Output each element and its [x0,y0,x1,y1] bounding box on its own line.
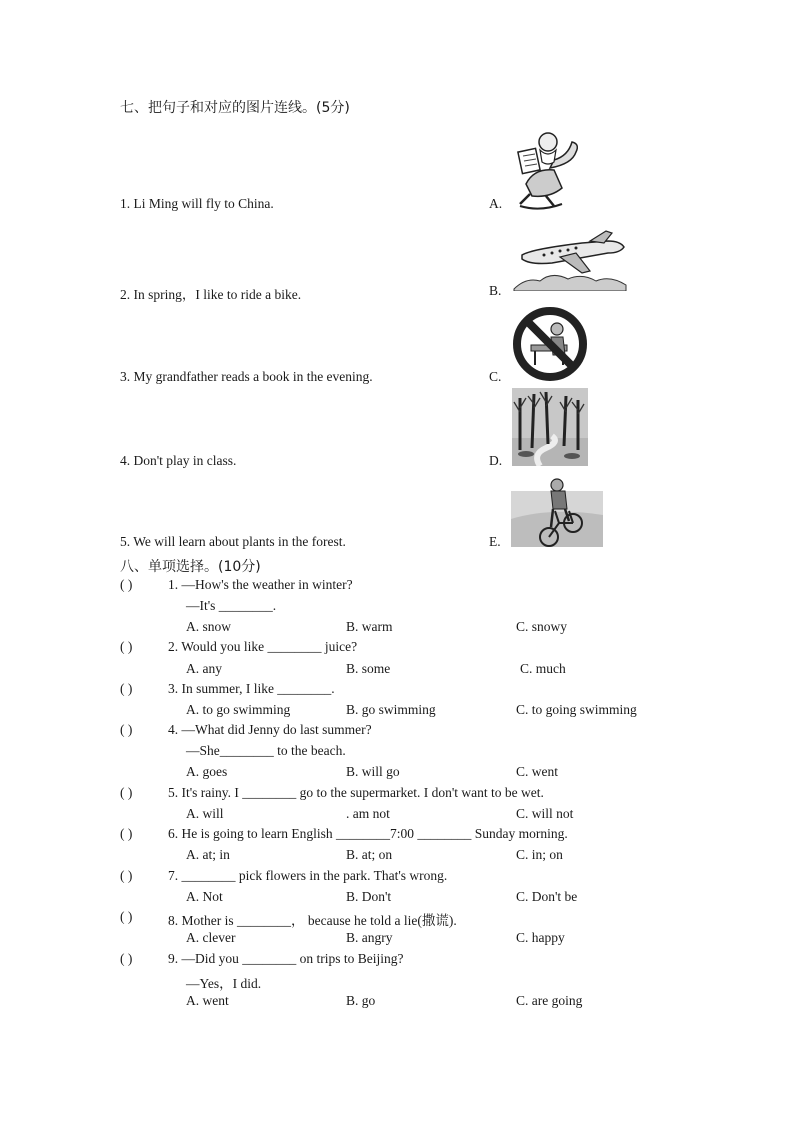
grandfather-reading-icon [510,128,585,210]
question-9-option-b: B. go [346,993,376,1008]
question-2-option-b: B. some [346,661,391,676]
forest-icon [512,388,588,466]
question-1-text: 1. —How's the weather in winter? [168,577,353,592]
question-5-text: 5. It's rainy. I ________ go to the supermarket. I don't want to be wet. [168,785,544,800]
match-sentence-5: 5. We will learn about plants in the forest. [120,534,346,549]
match-sentence-3: 3. My grandfather reads a book in the evening. [120,369,373,384]
question-6-option-b: B. at; on [346,847,393,862]
section-7-heading: 七、把句子和对应的图片连线。(5分) [120,100,350,116]
question-8-text: 8. Mother is ________， because he told a lie(撒谎). [168,913,457,928]
question-4-text: 4. —What did Jenny do last summer? [168,722,372,737]
answer-blank-7[interactable]: ( ) [120,868,133,883]
question-1-option-c: C. snowy [516,619,568,634]
answer-blank-2[interactable]: ( ) [120,639,133,654]
answer-blank-1[interactable]: ( ) [120,577,133,592]
question-1-option-a: A. snow [186,619,232,634]
answer-blank-8[interactable]: ( ) [120,909,133,924]
answer-blank-4[interactable]: ( ) [120,722,133,737]
answer-blank-3[interactable]: ( ) [120,681,133,696]
match-sentence-2: 2. In spring，I like to ride a bike. [120,287,302,302]
section-8-heading: 八、单项选择。(10分) [120,559,261,575]
answer-blank-9[interactable]: ( ) [120,951,133,966]
question-1-line2: —It's ________. [186,598,277,613]
question-7-option-a: A. Not [186,889,223,904]
question-5-option-a: A. will [186,806,224,821]
question-7-option-b: B. Don't [346,889,392,904]
question-9-option-a: A. went [186,993,229,1008]
match-sentence-4: 4. Don't play in class. [120,453,237,468]
question-5-option-b: . am not [346,806,390,821]
cyclist-icon [511,477,603,547]
picture-letter-d: D. [489,453,503,468]
question-6-option-a: A. at; in [186,847,230,862]
question-8-option-c: C. happy [516,930,565,945]
question-2-text: 2. Would you like ________ juice? [168,639,358,654]
answer-blank-5[interactable]: ( ) [120,785,133,800]
airplane-icon [512,229,628,291]
question-6-option-c: C. in; on [516,847,563,862]
question-3-option-c: C. to going swimming [516,702,637,717]
question-4-option-b: B. will go [346,764,400,779]
question-2-option-a: A. any [186,661,222,676]
question-6-text: 6. He is going to learn English ________7:00 ________ Sunday morning. [168,826,568,841]
question-7-option-c: C. Don't be [516,889,578,904]
question-3-option-b: B. go swimming [346,702,436,717]
question-4-line2: —She________ to the beach. [186,743,346,758]
match-sentence-1: 1. Li Ming will fly to China. [120,196,274,211]
question-9-text: 9. —Did you ________ on trips to Beijing? [168,951,404,966]
picture-letter-c: C. [489,369,502,384]
picture-letter-b: B. [489,283,502,298]
question-8-option-b: B. angry [346,930,393,945]
answer-blank-6[interactable]: ( ) [120,826,133,841]
question-4-option-c: C. went [516,764,558,779]
question-7-text: 7. ________ pick flowers in the park. That's wrong. [168,868,448,883]
question-9-option-c: C. are going [516,993,583,1008]
picture-letter-e: E. [489,534,501,549]
question-4-option-a: A. goes [186,764,228,779]
question-3-text: 3. In summer, I like ________. [168,681,335,696]
question-9-line2: —Yes，I did. [186,976,262,991]
question-2-option-c: C. much [520,661,566,676]
question-3-option-a: A. to go swimming [186,702,291,717]
question-1-option-b: B. warm [346,619,393,634]
picture-letter-a: A. [489,196,503,211]
question-8-option-a: A. clever [186,930,236,945]
question-5-option-c: C. will not [516,806,574,821]
no-playing-sign-icon [513,307,587,381]
